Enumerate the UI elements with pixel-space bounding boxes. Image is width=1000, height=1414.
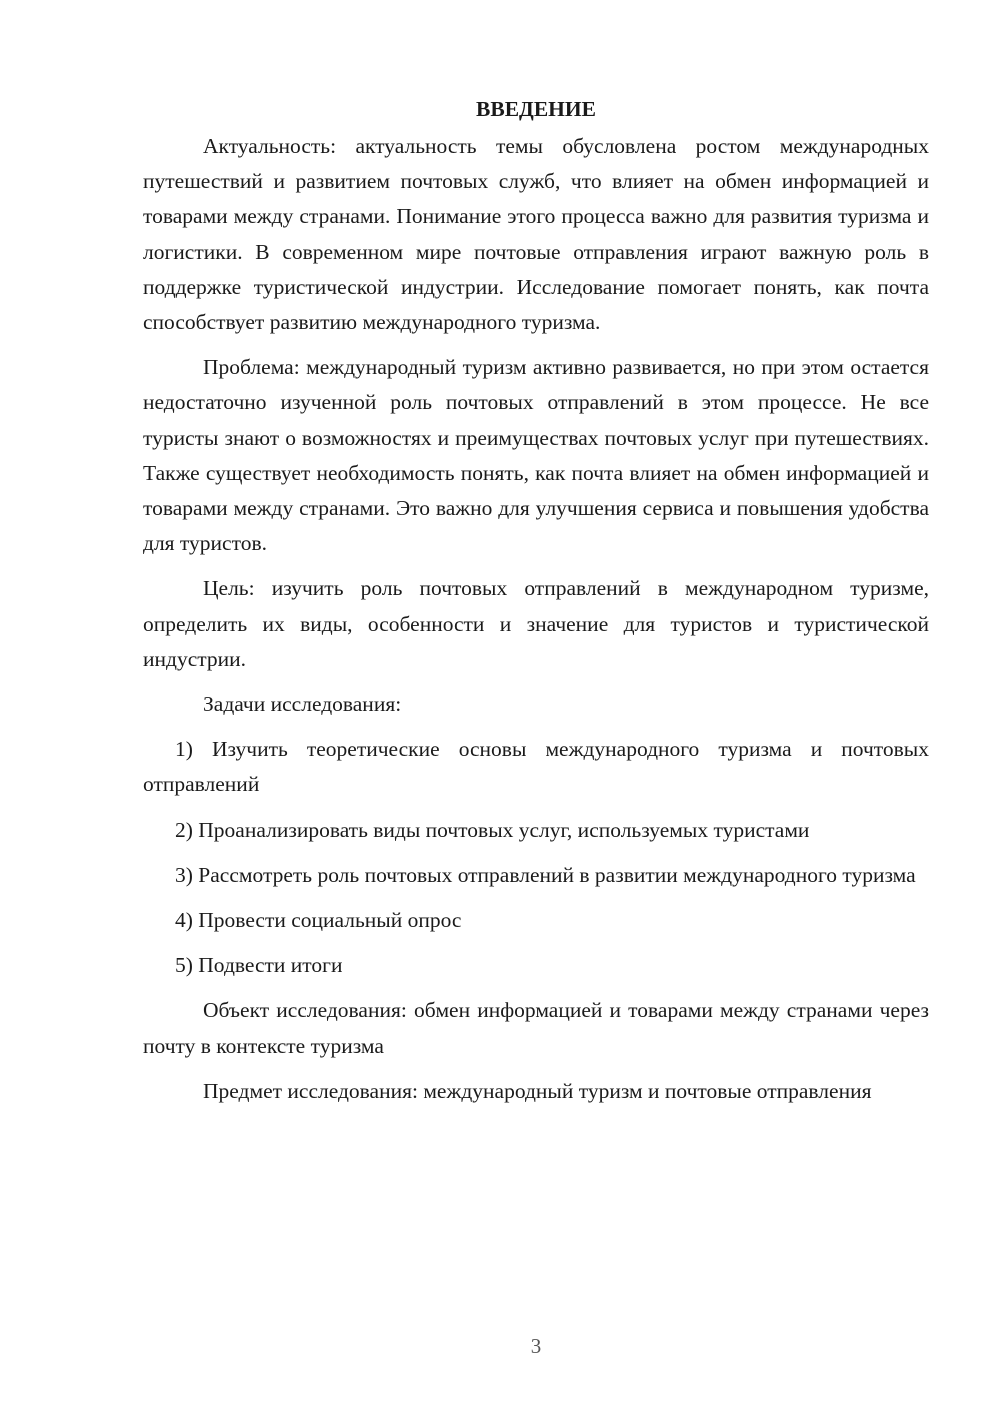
tasks-title: Задачи исследования:: [203, 692, 402, 717]
task-item-4: 4) Провести социальный опрос: [175, 908, 462, 933]
subject-paragraph: Предмет исследования: международный туризм и почтовые отправления: [203, 1078, 872, 1103]
task-item-2: 2) Проанализировать виды почтовых услуг, используемых туристами: [175, 817, 810, 842]
task-item-1: 1) Изучить теоретические основы международного туризма и почтовых отправлений: [143, 737, 929, 797]
goal-paragraph: Цель: изучить роль почтовых отправлений в международном туризме, определить их виды, особенности и значение для туристов и туристической индустрии.: [143, 576, 929, 671]
page-title: ВВЕДЕНИЕ: [476, 97, 596, 121]
problem-paragraph: Проблема: международный туризм активно развивается, но при этом остается недостаточно изученной роль почтовых отправлений в этом процессе. Не все туристы знают о возможностях и преимуществах почтовых услуг при путешествиях. Также существует необходимость понять, как почта влияет на обмен информацией и товарами между странами. Это важно для улучшения сервиса и повышения удобства для туристов.: [143, 355, 929, 556]
relevance-paragraph: Актуальность: актуальность темы обусловлена ростом международных путешествий и развитием почтовых служб, что влияет на обмен информацией и товарами между странами. Понимание этого процесса важно для развития туризма и логистики. В современном мире почтовые отправления играют важную роль в поддержке туристической индустрии. Исследование помогает понять, как почта способствует развитию международного туризма.: [143, 134, 929, 335]
page-number: 3: [530, 1334, 542, 1358]
object-paragraph: Объект исследования: обмен информацией и товарами между странами через почту в контексте туризма: [143, 998, 929, 1058]
task-item-3: 3) Рассмотреть роль почтовых отправлений в развитии международного туризма: [175, 862, 916, 887]
page-content: [143, 92, 929, 1119]
task-item-5: 5) Подвести итоги: [175, 953, 343, 978]
